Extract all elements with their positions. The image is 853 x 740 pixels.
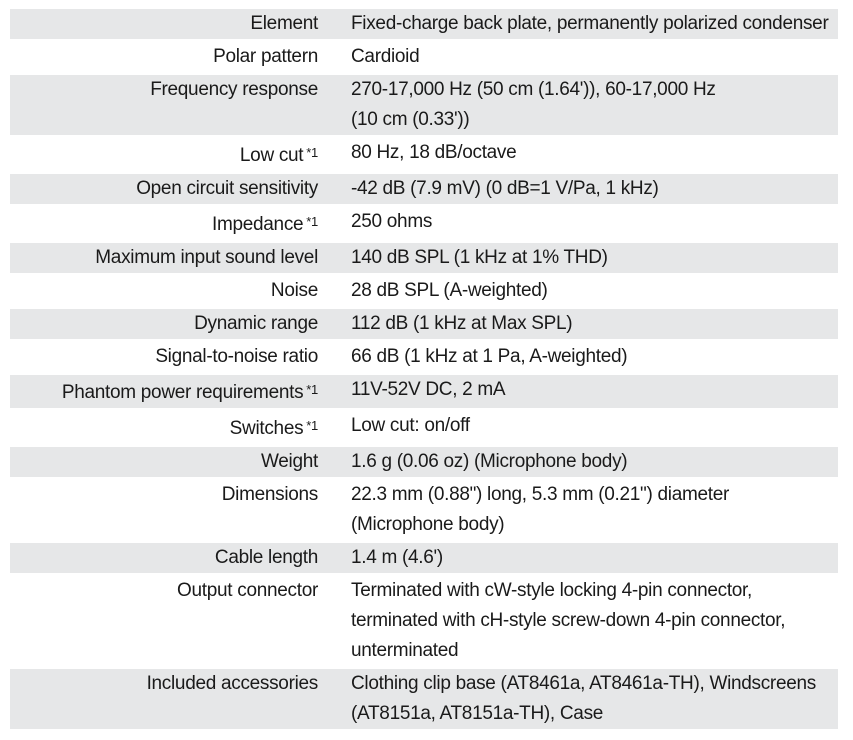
- spec-value-line: (10 cm (0.33')): [351, 109, 470, 130]
- spec-table-body: [10, 9, 838, 729]
- spec-label: Impedance: [211, 214, 304, 235]
- spec-label: Weight: [261, 451, 318, 472]
- spec-label: Element: [250, 13, 318, 34]
- spec-row: [10, 446, 838, 479]
- spec-row: [10, 575, 838, 668]
- spec-row: [10, 542, 838, 575]
- spec-row: [10, 374, 838, 410]
- spec-value-cell: [351, 341, 838, 374]
- spec-value-line: 112 dB (1 kHz at Max SPL): [351, 313, 573, 334]
- spec-label: Polar pattern: [213, 46, 318, 67]
- spec-label-cell: [10, 575, 351, 668]
- spec-value-line: 28 dB SPL (A-weighted): [351, 280, 548, 301]
- spec-label-cell: [10, 41, 351, 74]
- spec-row: [10, 206, 838, 242]
- spec-value-cell: [351, 275, 838, 308]
- spec-label-cell: [10, 410, 351, 446]
- spec-value-line: Clothing clip base (AT8461a, AT8461a-TH), Windscreens: [351, 673, 816, 694]
- spec-row: [10, 341, 838, 374]
- spec-label-cell: [10, 275, 351, 308]
- spec-row: [10, 74, 838, 137]
- spec-value-line: 140 dB SPL (1 kHz at 1% THD): [351, 247, 608, 268]
- spec-value-line: Terminated with cW-style locking 4-pin connector,: [351, 580, 753, 601]
- spec-value-cell: [351, 74, 838, 137]
- spec-value-cell: [351, 206, 838, 242]
- spec-value-line: 270-17,000 Hz (50 cm (1.64')), 60-17,000 Hz: [351, 79, 716, 100]
- spec-value-cell: [351, 575, 838, 668]
- spec-label-cell: [10, 668, 351, 730]
- spec-value-line: 1.4 m (4.6'): [351, 547, 443, 568]
- spec-value-line: (Microphone body): [351, 514, 505, 535]
- spec-value-line: -42 dB (7.9 mV) (0 dB=1 V/Pa, 1 kHz): [351, 178, 659, 199]
- spec-label: Dimensions: [221, 484, 318, 505]
- spec-value-line: (AT8151a, AT8151a-TH), Case: [351, 703, 604, 724]
- footnote-mark: *1: [306, 418, 318, 433]
- spec-row: [10, 410, 838, 446]
- spec-label-cell: [10, 173, 351, 206]
- spec-label-cell: [10, 74, 351, 137]
- spec-label: Maximum input sound level: [95, 247, 318, 268]
- spec-label-cell: [10, 374, 351, 410]
- spec-value-cell: [351, 173, 838, 206]
- spec-value-line: 80 Hz, 18 dB/octave: [351, 142, 517, 163]
- spec-label: Phantom power requirements: [61, 382, 304, 403]
- spec-label: Included accessories: [146, 673, 318, 694]
- spec-row: [10, 173, 838, 206]
- spec-value-line: terminated with cH-style screw-down 4-pin connector,: [351, 610, 786, 631]
- spec-value-cell: [351, 41, 838, 74]
- spec-value-cell: [351, 446, 838, 479]
- spec-label: Cable length: [214, 547, 318, 568]
- spec-label: Dynamic range: [194, 313, 318, 334]
- spec-row: [10, 9, 838, 41]
- spec-label-cell: [10, 242, 351, 275]
- spec-row: [10, 41, 838, 74]
- footnote-mark: *1: [306, 214, 318, 229]
- spec-label-cell: [10, 137, 351, 173]
- spec-row: [10, 242, 838, 275]
- spec-label-cell: [10, 446, 351, 479]
- spec-value-line: 11V-52V DC, 2 mA: [351, 379, 506, 400]
- spec-value-cell: [351, 410, 838, 446]
- spec-value-line: Cardioid: [351, 46, 420, 67]
- spec-row: [10, 137, 838, 173]
- spec-value-cell: [351, 137, 838, 173]
- footnote-mark: *1: [306, 382, 318, 397]
- spec-label: Switches: [229, 418, 304, 439]
- spec-label-cell: [10, 542, 351, 575]
- spec-value-cell: [351, 374, 838, 410]
- spec-label: Signal-to-noise ratio: [155, 346, 318, 367]
- spec-label: Noise: [270, 280, 318, 301]
- footnote-mark: *1: [306, 145, 318, 160]
- spec-label-cell: [10, 206, 351, 242]
- spec-value-cell: [351, 542, 838, 575]
- spec-row: [10, 668, 838, 730]
- spec-table: [10, 9, 838, 729]
- spec-row: [10, 308, 838, 341]
- spec-label-cell: [10, 341, 351, 374]
- spec-value-line: 250 ohms: [351, 211, 433, 232]
- spec-label-cell: [10, 308, 351, 341]
- spec-value-cell: [351, 668, 838, 730]
- spec-label: Frequency response: [150, 79, 318, 100]
- spec-value-cell: [351, 242, 838, 275]
- spec-value-line: 66 dB (1 kHz at 1 Pa, A-weighted): [351, 346, 628, 367]
- spec-row: [10, 275, 838, 308]
- spec-value-line: 22.3 mm (0.88") long, 5.3 mm (0.21") diameter: [351, 484, 730, 505]
- spec-value-cell: [351, 9, 838, 41]
- spec-value-line: unterminated: [351, 640, 459, 661]
- spec-value-cell: [351, 308, 838, 341]
- spec-value-line: Fixed-charge back plate, permanently polarized condenser: [351, 13, 829, 34]
- spec-label: Output connector: [177, 580, 318, 601]
- spec-row: [10, 479, 838, 542]
- spec-label: Open circuit sensitivity: [136, 178, 318, 199]
- spec-value-line: 1.6 g (0.06 oz) (Microphone body): [351, 451, 628, 472]
- spec-label: Low cut: [239, 145, 304, 166]
- spec-value-line: Low cut: on/off: [351, 415, 470, 436]
- spec-label-cell: [10, 479, 351, 542]
- spec-value-cell: [351, 479, 838, 542]
- spec-label-cell: [10, 9, 351, 41]
